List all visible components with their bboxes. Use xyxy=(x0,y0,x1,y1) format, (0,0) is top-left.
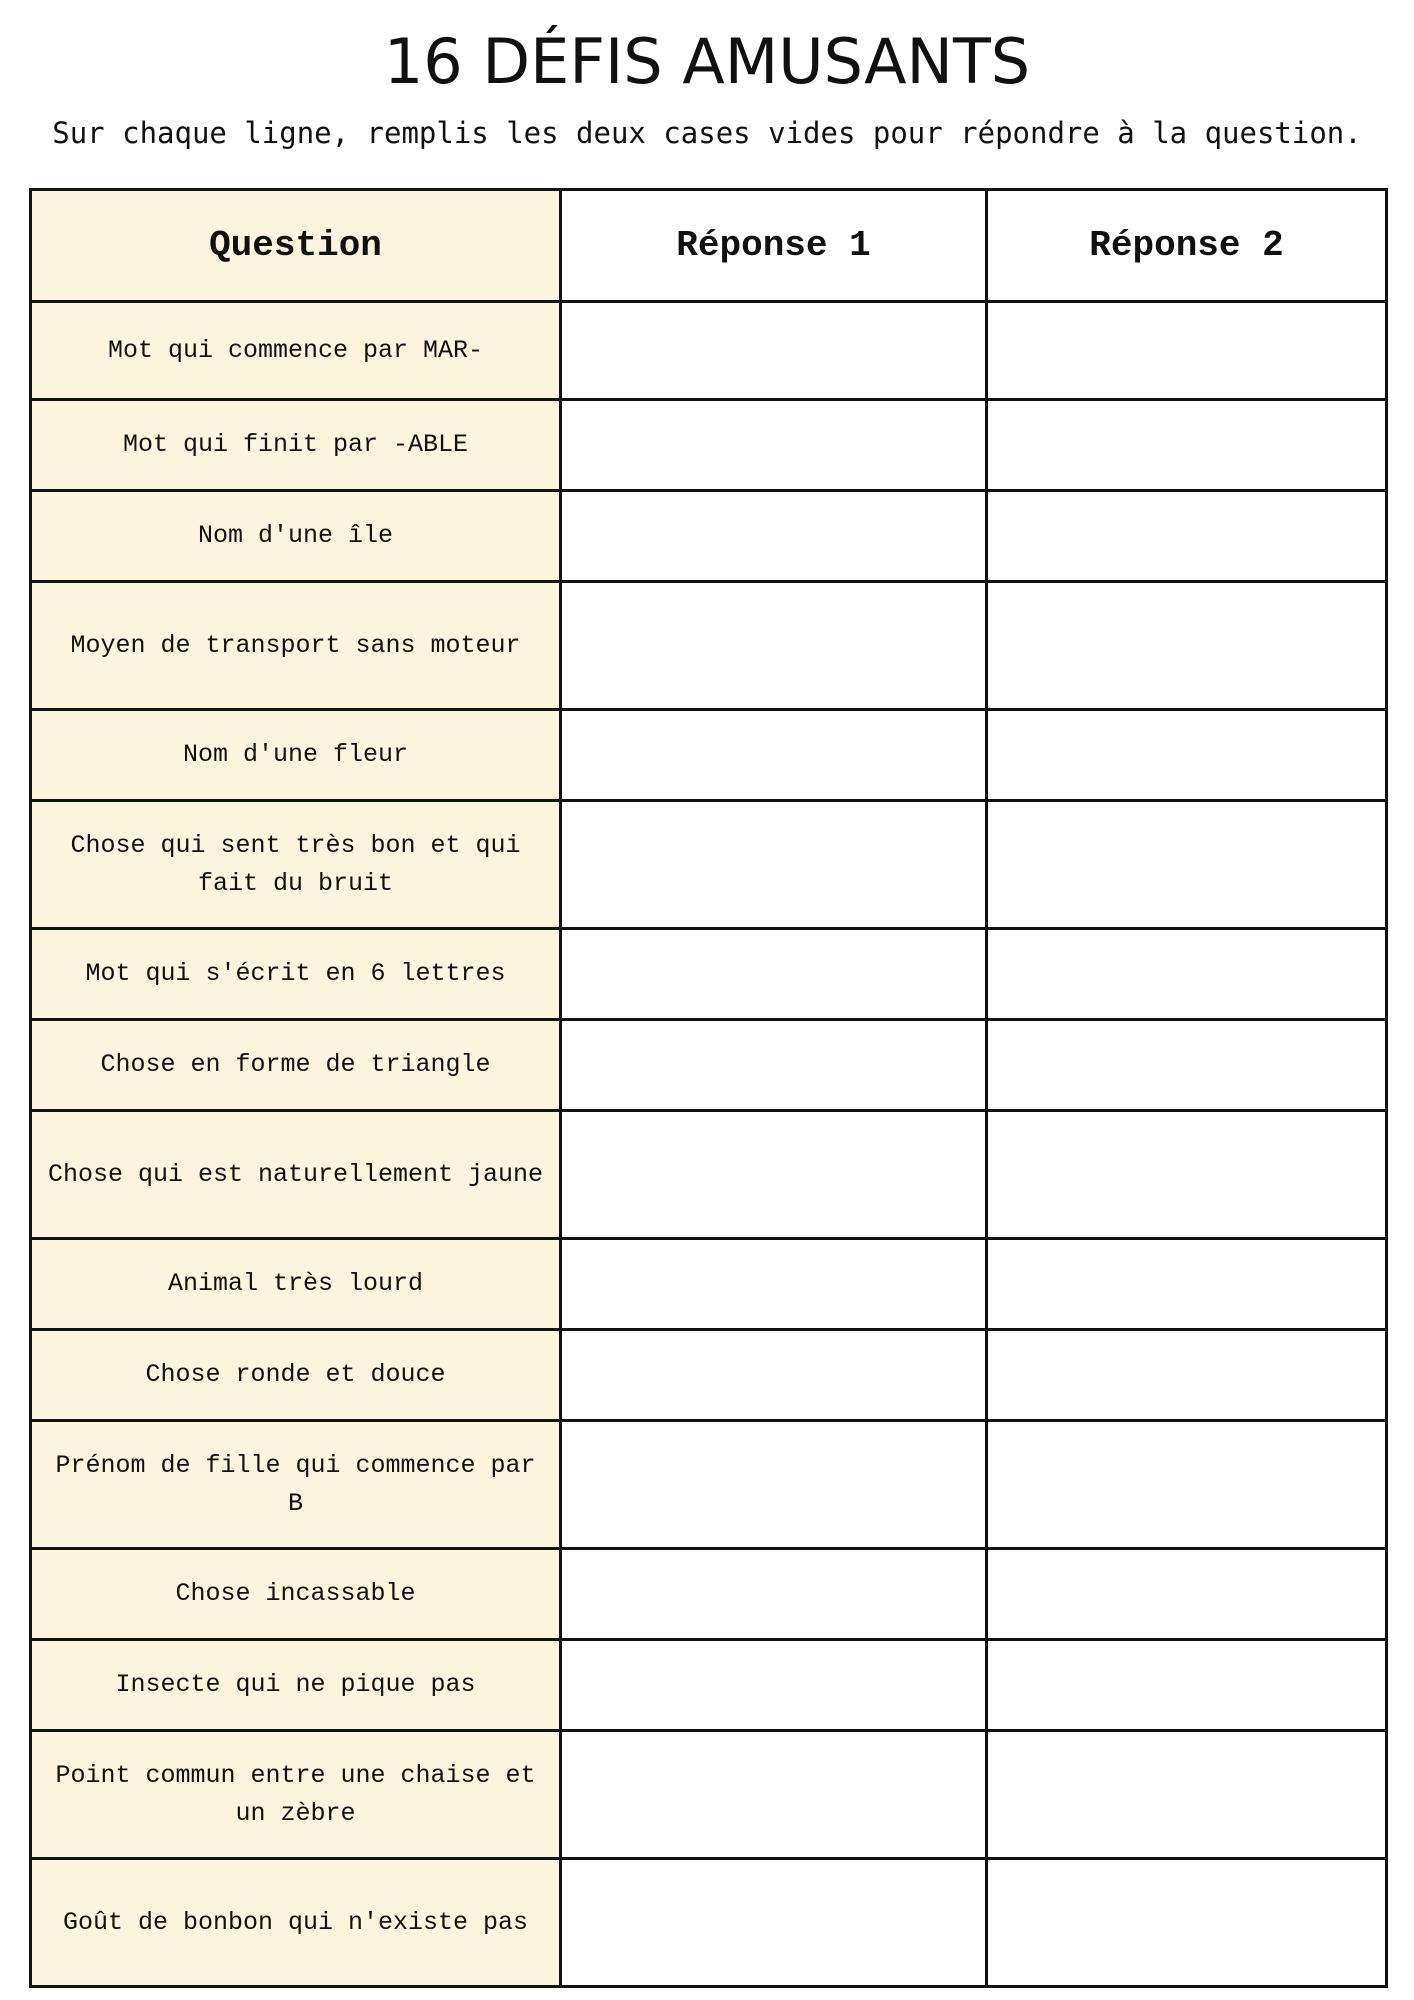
answer-1-cell[interactable] xyxy=(561,1020,987,1111)
answer-2-cell[interactable] xyxy=(987,710,1387,801)
answer-1-cell[interactable] xyxy=(561,302,987,400)
answer-1-cell[interactable] xyxy=(561,1330,987,1421)
answer-2-cell[interactable] xyxy=(987,1640,1387,1731)
table-row xyxy=(31,1020,1387,1111)
challenge-table xyxy=(29,188,1388,1988)
table-row xyxy=(31,1859,1387,1987)
answer-1-cell[interactable] xyxy=(561,1421,987,1549)
question-cell: Nom d'une île xyxy=(31,491,561,582)
question-cell: Animal très lourd xyxy=(31,1239,561,1330)
answer-2-cell[interactable] xyxy=(987,1731,1387,1859)
question-cell: Chose qui sent très bon et qui fait du bruit xyxy=(31,801,561,929)
question-cell: Prénom de fille qui commence par B xyxy=(31,1421,561,1549)
answer-2-cell[interactable] xyxy=(987,1239,1387,1330)
answer-2-cell[interactable] xyxy=(987,1330,1387,1421)
page-title: 16 DÉFIS AMUSANTS xyxy=(383,25,1031,98)
question-cell: Nom d'une fleur xyxy=(31,710,561,801)
question-cell: Chose en forme de triangle xyxy=(31,1020,561,1111)
table-row xyxy=(31,1549,1387,1640)
answer-2-cell[interactable] xyxy=(987,302,1387,400)
answer-1-cell[interactable] xyxy=(561,1111,987,1239)
table-row xyxy=(31,929,1387,1020)
question-cell: Chose ronde et douce xyxy=(31,1330,561,1421)
answer-2-cell[interactable] xyxy=(987,1549,1387,1640)
answer-2-cell[interactable] xyxy=(987,1859,1387,1987)
table-row xyxy=(31,491,1387,582)
answer-1-cell[interactable] xyxy=(561,1859,987,1987)
question-cell: Moyen de transport sans moteur xyxy=(31,582,561,710)
table-row xyxy=(31,1421,1387,1549)
table-row xyxy=(31,801,1387,929)
answer-1-cell[interactable] xyxy=(561,1239,987,1330)
answer-1-cell[interactable] xyxy=(561,400,987,491)
answer-1-cell[interactable] xyxy=(561,1640,987,1731)
table-row xyxy=(31,302,1387,400)
table-row xyxy=(31,1330,1387,1421)
table-row xyxy=(31,1731,1387,1859)
answer-1-cell[interactable] xyxy=(561,929,987,1020)
header-row xyxy=(31,190,1387,302)
question-cell: Mot qui finit par -ABLE xyxy=(31,400,561,491)
answer-2-cell[interactable] xyxy=(987,491,1387,582)
table-row xyxy=(31,582,1387,710)
column-header-answer-2: Réponse 2 xyxy=(987,190,1387,302)
answer-2-cell[interactable] xyxy=(987,929,1387,1020)
column-header-answer-1: Réponse 1 xyxy=(561,190,987,302)
answer-1-cell[interactable] xyxy=(561,582,987,710)
question-cell: Chose qui est naturellement jaune xyxy=(31,1111,561,1239)
answer-1-cell[interactable] xyxy=(561,710,987,801)
instructions: Sur chaque ligne, remplis les deux cases vides pour répondre à la question. xyxy=(52,116,1362,150)
table-row xyxy=(31,710,1387,801)
question-cell: Mot qui commence par MAR- xyxy=(31,302,561,400)
answer-1-cell[interactable] xyxy=(561,1549,987,1640)
column-header-question: Question xyxy=(31,190,561,302)
table-row xyxy=(31,1111,1387,1239)
answer-1-cell[interactable] xyxy=(561,801,987,929)
answer-1-cell[interactable] xyxy=(561,491,987,582)
answer-2-cell[interactable] xyxy=(987,1421,1387,1549)
table-row xyxy=(31,1640,1387,1731)
question-cell: Mot qui s'écrit en 6 lettres xyxy=(31,929,561,1020)
table-row xyxy=(31,400,1387,491)
question-cell: Chose incassable xyxy=(31,1549,561,1640)
answer-1-cell[interactable] xyxy=(561,1731,987,1859)
answer-2-cell[interactable] xyxy=(987,582,1387,710)
question-cell: Point commun entre une chaise et un zèbre xyxy=(31,1731,561,1859)
answer-2-cell[interactable] xyxy=(987,1020,1387,1111)
answer-2-cell[interactable] xyxy=(987,1111,1387,1239)
answer-2-cell[interactable] xyxy=(987,400,1387,491)
question-cell: Insecte qui ne pique pas xyxy=(31,1640,561,1731)
table-row xyxy=(31,1239,1387,1330)
question-cell: Goût de bonbon qui n'existe pas xyxy=(31,1859,561,1987)
answer-2-cell[interactable] xyxy=(987,801,1387,929)
